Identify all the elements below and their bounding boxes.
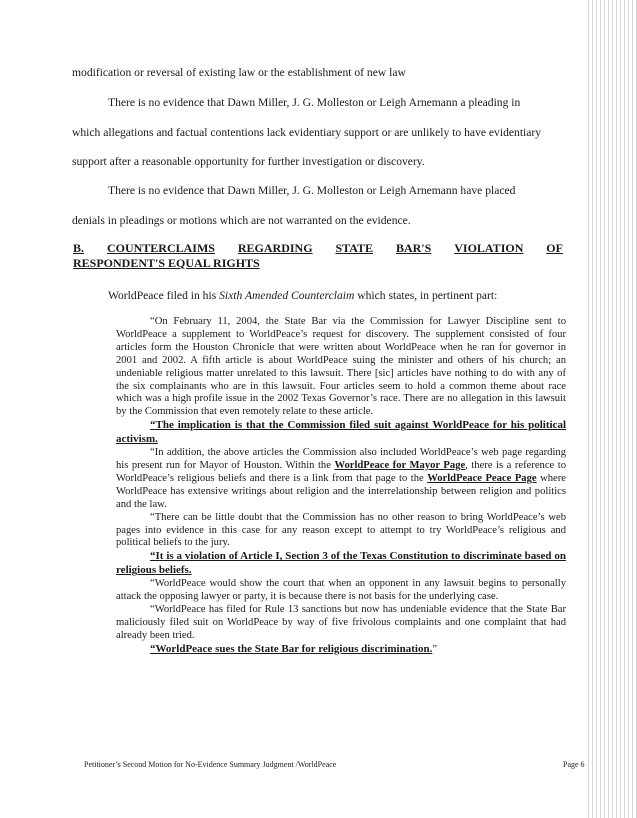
- text-line-5: There is no evidence that Dawn Miller, J. G. Molleston or Leigh Arnemann have placed: [108, 184, 516, 197]
- quote-paragraph-3: [116, 447, 566, 512]
- quote-paragraph-4: “There can be little doubt that the Commission has no other reason to bring WorldPeace’s web pages into evidence in this case for any reason except to attempt to try WorldPeace’s religious and political beliefs to the jury.: [116, 511, 566, 549]
- quote-paragraph-8: [116, 643, 566, 657]
- quote-paragraph-5: [116, 550, 566, 578]
- intro-paragraph: [108, 289, 497, 302]
- heading-word: B.: [73, 241, 85, 255]
- text-line-6: denials in pleadings or motions which are not warranted on the evidence.: [72, 214, 411, 227]
- heading-word: VIOLATION: [454, 241, 524, 255]
- heading-word: OF: [546, 241, 563, 255]
- intro-text-end: which states, in pertinent part:: [354, 289, 498, 302]
- quote-text: where WorldPeace has extensive writings about religion and the interrelationship between religion and politics and the law.: [116, 472, 566, 510]
- heading-word: COUNTERCLAIMS: [106, 241, 215, 255]
- worldpeace-peace-page-link: WorldPeace Peace Page: [427, 472, 537, 484]
- heading-word: BAR'S: [395, 241, 432, 255]
- page-number: Page 6: [563, 760, 585, 769]
- quote-paragraph-6: “WorldPeace would show the court that when an opponent in any lawsuit begins to personally attack the opposing lawyer or party, it is because there is not basis for the underlying case.: [116, 578, 566, 603]
- heading-word: REGARDING: [237, 241, 313, 255]
- quote-emphasis-article: “It is a violation of Article I, Section 3 of the Texas Constitution to discriminate based on religious beliefs.: [116, 550, 566, 577]
- worldpeace-for-mayor-link: WorldPeace for Mayor Page: [334, 459, 466, 471]
- section-heading: [73, 241, 563, 256]
- quote-text: “In addition, the above articles the Commission also included WorldPeace’s web page regarding his present run for Mayor of Houston. Within the: [116, 447, 566, 471]
- text-line-3: which allegations and factual contentions lack evidentiary support or are unlikely to have evidentiary: [72, 126, 542, 139]
- section-heading-line-2: RESPONDENT'S EQUAL RIGHTS: [73, 256, 260, 270]
- quote-paragraph-7: “WorldPeace has filed for Rule 13 sanctions but now has undeniable evidence that the State Bar maliciously filed suit on WorldPeace by way of five frivolous complaints and one complaint that had already been tried.: [116, 603, 566, 641]
- heading-word: STATE: [335, 241, 374, 255]
- footer-title: Petitioner’s Second Motion for No-Evidence Summary Judgment /WorldPeace: [84, 760, 337, 769]
- quote-paragraph-2: [116, 419, 566, 447]
- closing-quote-mark: ”: [432, 643, 438, 655]
- text-line-1: modification or reversal of existing law or the establishment of new law: [72, 66, 406, 79]
- quote-text: , there is a reference to WorldPeace’s religious beliefs and there is a link from that page to the: [116, 459, 566, 484]
- text-line-4: support after a reasonable opportunity for further investigation or discovery.: [72, 155, 425, 168]
- block-quote: [116, 316, 566, 657]
- intro-text: WorldPeace filed in his: [108, 289, 220, 302]
- scan-edge-artifact: [585, 0, 637, 818]
- quote-emphasis-religious: “WorldPeace sues the State Bar for religious discrimination.: [150, 642, 433, 655]
- quote-paragraph-1: “On February 11, 2004, the State Bar via the Commission for Lawyer Discipline sent to WorldPeace a supplement to WorldPeace’s request for discovery. The supplement consisted of four articles form the Houston Chronicle that were written about WorldPeace when he ran for governor in 2001 and 2002. A fifth article is about WorldPeace suing the minister and others of his church; an undeniable religious matter unrelated to this lawsuit. There [sic] articles have nothing to do with any of the six complainants who are in this lawsuit. Four articles seem to hold a common theme about race which was a high profile issue in the 2002 Texas Governor’s race. There are no allegation in this lawsuit by the Commission that even remotely relate to these article.: [116, 316, 566, 418]
- text-line-2: There is no evidence that Dawn Miller, J. G. Molleston or Leigh Arnemann a pleading in: [108, 96, 521, 109]
- quote-emphasis-political: “The implication is that the Commission filed suit against WorldPeace for his political activism.: [116, 419, 566, 446]
- intro-document-title: Sixth Amended Counterclaim: [219, 289, 355, 302]
